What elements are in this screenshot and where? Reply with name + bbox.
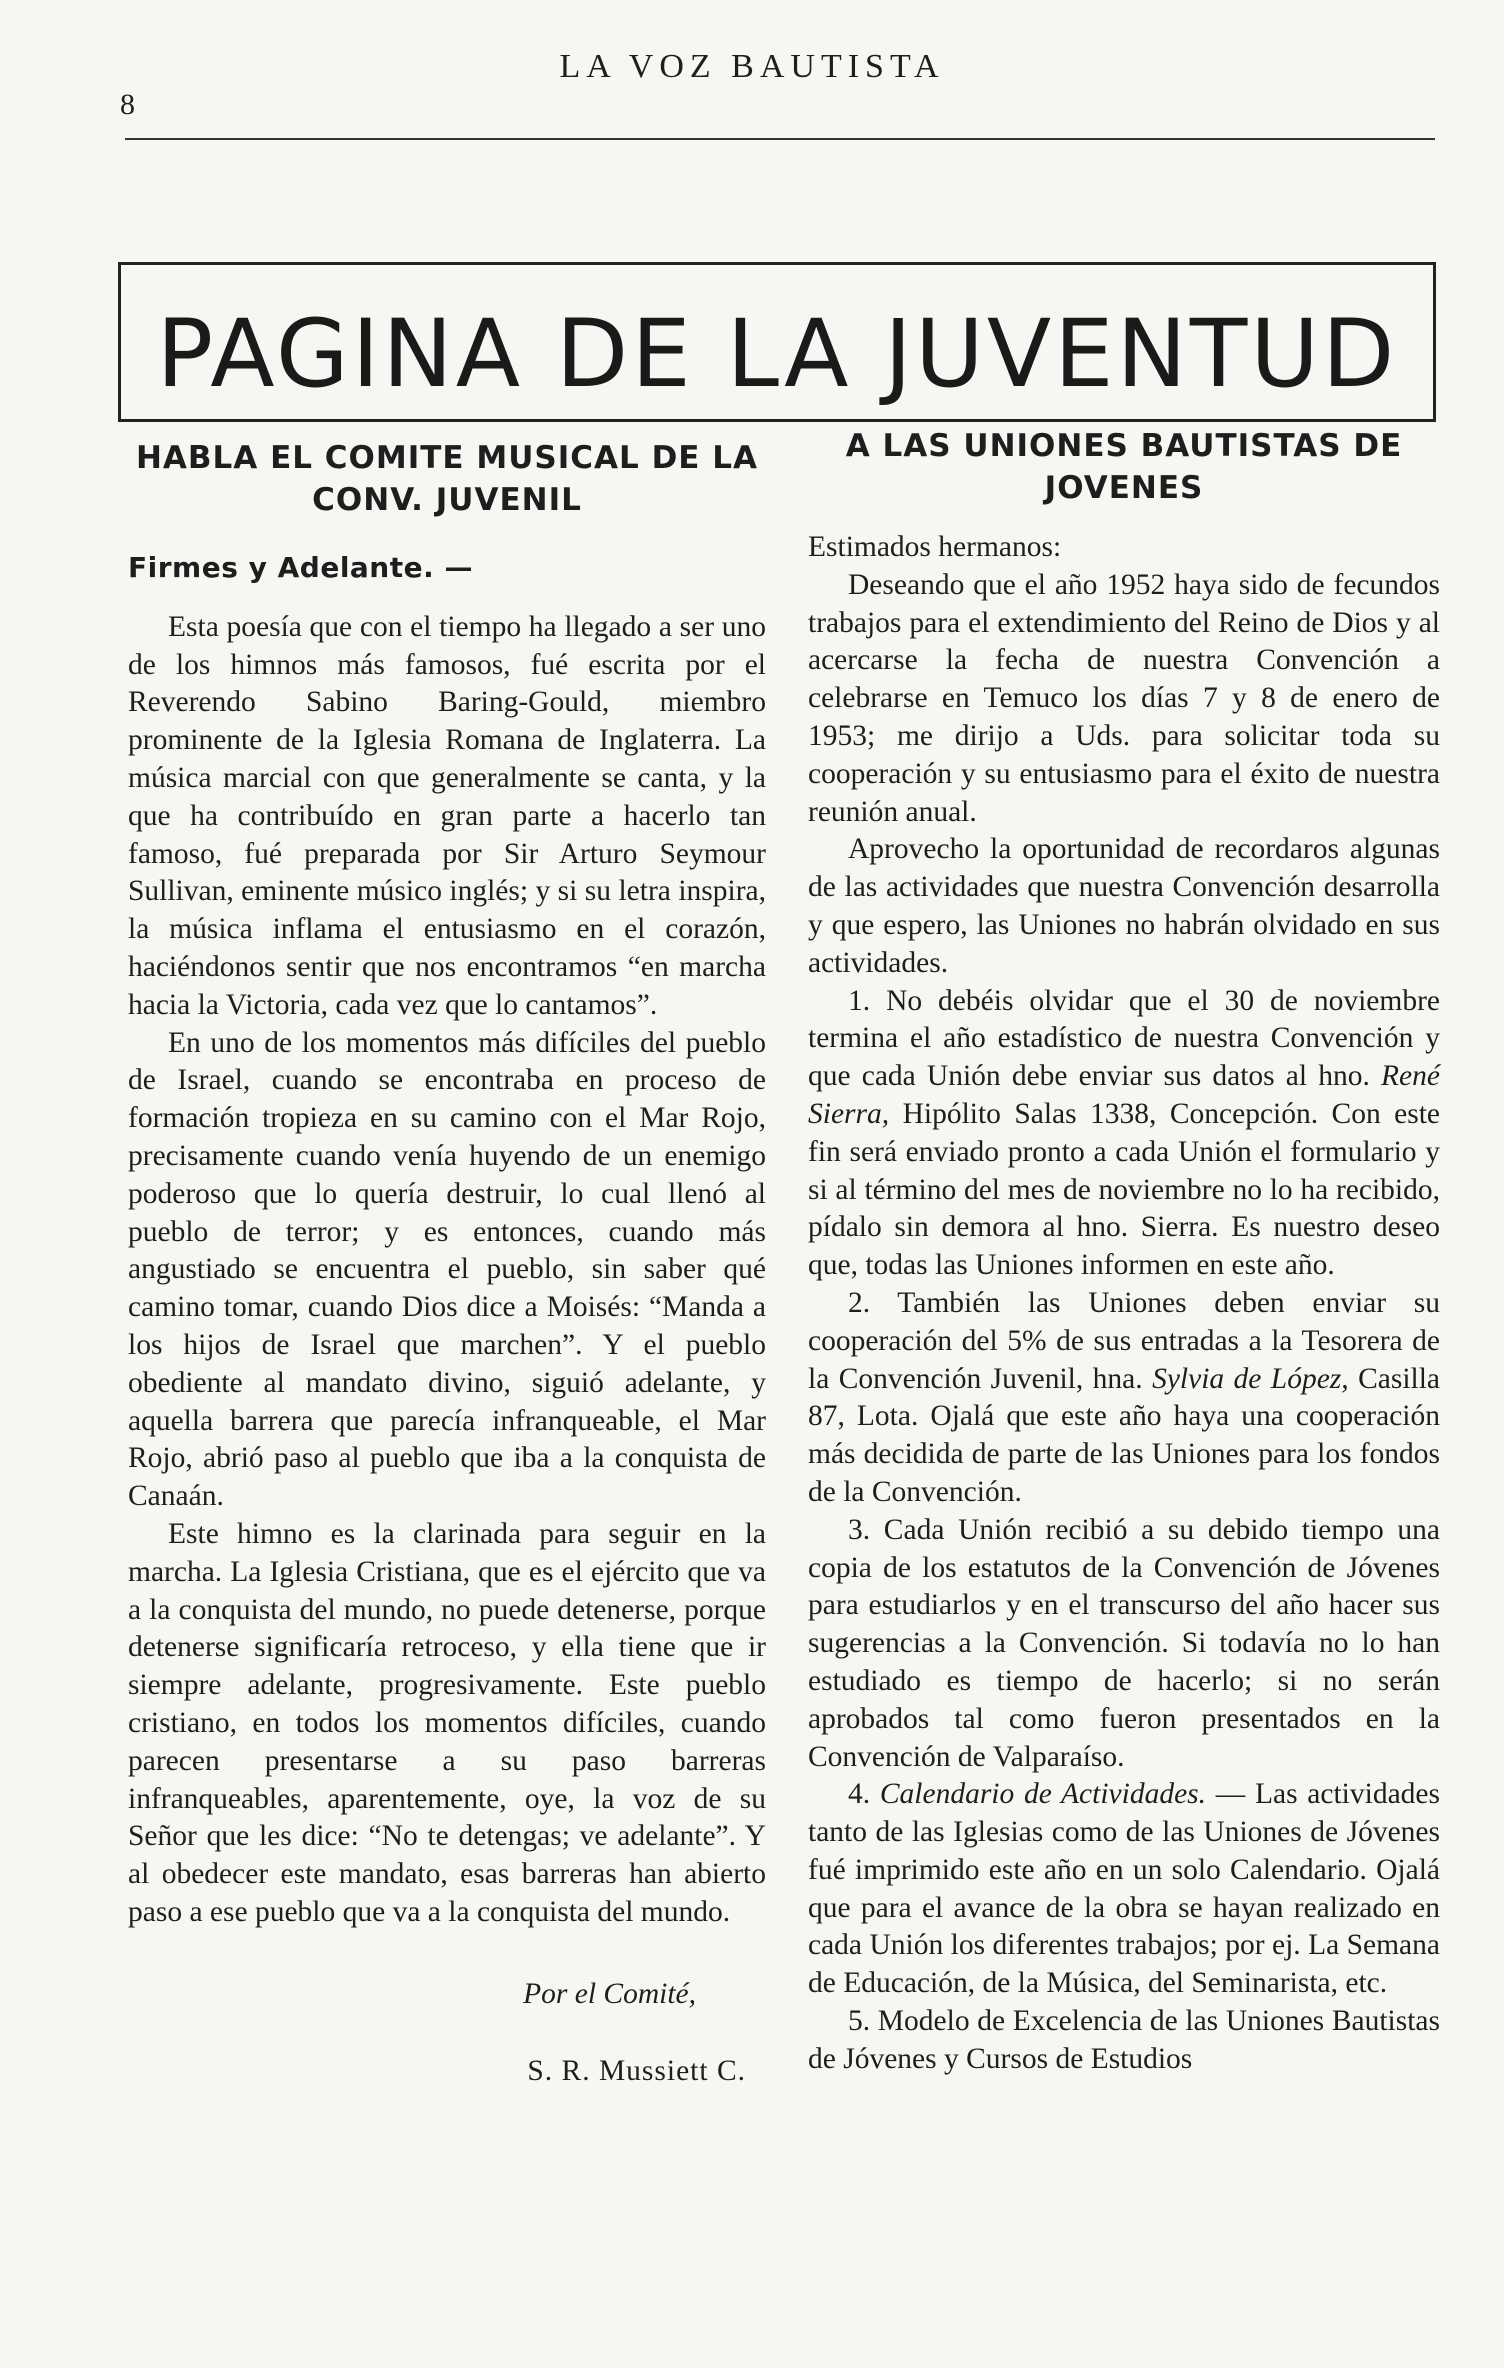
- banner-title: PAGINA DE LA JUVENTUD: [156, 299, 1398, 409]
- item2-text-a: 2. También las Uniones deben enviar su cooperación del 5% de sus entradas a la Tesorera de la Convención Juvenil, hna.: [808, 1286, 1440, 1395]
- left-article-title: [128, 437, 766, 521]
- left-paragraph-3: Este himno es la clarinada para seguir en la marcha. La Iglesia Cristiana, que es el ejército que va a la conquista del mundo, no puede detenerse, porque detenerse significaría retroceso, y ella tiene que ir siempre adelante, progresivamente. Este pueblo cristiano, en todos los momentos difíciles, cuando parecen presentarse a su paso barreras infranqueables, aparentemente, oye, la voz de su Señor que les dice: “No te detengas; ve adelante”. Y al obedecer este mandato, esas barreras han abierto paso a ese pueblo que va a la conquista del mundo.: [128, 1517, 766, 1928]
- signature-name: S. R. Mussiett C.: [527, 2055, 746, 2088]
- left-paragraph-1: Esta poesía que con el tiempo ha llegado a ser uno de los himnos más famosos, fué escrita por el Reverendo Sabino Baring-Gould, miembro prominente de la Iglesia Romana de Inglaterra. La música marcial con que generalmente se canta, y la que ha contribuído en gran parte a hacerlo tan famoso, fué preparada por Sir Arturo Seymour Sullivan, eminente músico inglés; y si su letra inspira, la música inflama el entusiasmo en el corazón, haciéndonos sentir que nos encontramos “en marcha hacia la Victoria, cada vez que lo cantamos”.: [128, 610, 766, 1021]
- right-title-line1: A LAS UNIONES BAUTISTAS DE: [845, 428, 1403, 464]
- left-article-subtitle: Firmes y Adelante. —: [128, 551, 474, 584]
- item4-text: — Las actividades tanto de las Iglesias como de las Uniones de Jóvenes fué imprimido este año en un solo Calendario. Ojalá que para el avance de la obra se hayan realizado en cada Unión los diferentes trabajos; por ej. La Semana de Educación, de la Música, del Seminarista, etc.: [808, 1778, 1440, 2000]
- signature-committee: Por el Comité,: [523, 1977, 696, 2010]
- greeting: Estimados hermanos:: [808, 531, 1062, 563]
- running-title: LA VOZ BAUTISTA: [559, 48, 945, 85]
- item4-number: 4.: [848, 1778, 871, 1811]
- item1-text-b: Hipólito Salas 1338, Concepción. Con este fin será enviado pronto a cada Unión el formulario y si al término del mes de noviembre no lo ha recibido, pídalo sin demora al hno. Sierra. Es nuestro deseo que, todas las Uniones informen en este año.: [808, 1097, 1440, 1282]
- left-column: [128, 425, 766, 2091]
- list-item-4: [808, 1776, 1440, 2003]
- item1-name: René Sierra,: [808, 1060, 1440, 1130]
- list-item-1: [808, 983, 1440, 1285]
- header-rule: [125, 138, 1435, 140]
- left-paragraph-2: En uno de los momentos más difíciles del pueblo de Israel, cuando se encontraba en proceso de formación tropieza en su camino con el Mar Rojo, precisamente cuando venía huyendo de un enemigo poderoso que lo quería destruir, lo cual llenó al pueblo de terror; y es entonces, cuando más angustiado se encuentra el pueblo, sin saber qué camino tomar, cuando Dios dice a Moisés: “Manda a los hijos de Israel que marchen”. Y el pueblo obediente al mandato divino, siguió adelante, y aquella barrera que parecía infranqueable, el Mar Rojo, abrió paso al pueblo que iba a la conquista de Canaán.: [128, 1026, 766, 1513]
- page-number: 8: [120, 88, 135, 121]
- item4-title: Calendario de Actividades.: [879, 1778, 1207, 1811]
- item1-text-a: 1. No debéis olvidar que el 30 de noviembre termina el año estadístico de nuestra Convención y que cada Unión debe enviar sus datos al hno.: [808, 984, 1440, 1093]
- list-item-2: [808, 1285, 1440, 1512]
- item2-text-b: Casilla 87, Lota. Ojalá que este año haya una cooperación más decidida de parte de las Uniones para los fondos de la Convención.: [808, 1362, 1441, 1508]
- left-title-line2: CONV. JUVENIL: [312, 482, 582, 518]
- left-title-line1: HABLA EL COMITE MUSICAL DE LA: [135, 440, 759, 476]
- right-column: [808, 425, 1440, 2079]
- list-item-5: 5. Modelo de Excelencia de las Uniones Bautistas de Jóvenes y Cursos de Estudios: [808, 2005, 1440, 2075]
- right-article-title: [808, 425, 1440, 509]
- section-banner: [118, 262, 1436, 422]
- right-paragraph-1: Deseando que el año 1952 haya sido de fecundos trabajos para el extendimiento del Reino de Dios y al acercarse la fecha de nuestra Convención a celebrarse en Temuco los días 7 y 8 de enero de 1953; me dirijo a Uds. para solicitar toda su cooperación y su entusiasmo para el éxito de nuestra reunión anual.: [808, 568, 1440, 828]
- right-paragraph-2: Aprovecho la oportunidad de recordaros algunas de las actividades que nuestra Convención desarrolla y que espero, las Uniones no habrán olvidado en sus actividades.: [808, 833, 1440, 979]
- list-item-3: 3. Cada Unión recibió a su debido tiempo una copia de los estatutos de la Convención de Jóvenes para estudiarlos y en el transcurso del año hacer sus sugerencias a la Convención. Si todavía no lo han estudiado es tiempo de hacerlo; si no serán aprobados tal como fueron presentados en la Convención de Valparaíso.: [808, 1513, 1440, 1773]
- right-title-line2: JOVENES: [1044, 470, 1204, 506]
- item2-name: Sylvia de López,: [1152, 1362, 1349, 1395]
